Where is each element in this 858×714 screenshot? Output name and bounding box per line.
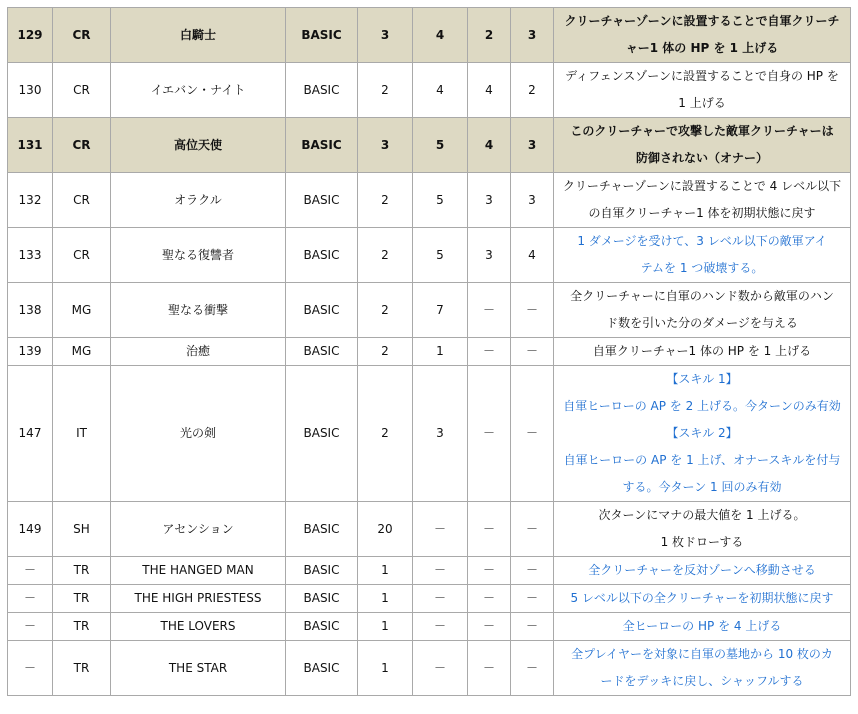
card-hp-cell: － [468,338,511,366]
card-effect-cell [554,641,851,696]
card-effect-cell [554,502,851,557]
card-effect-line: 5 レベル以下の全クリーチャーを初期状態に戻す [570,591,834,605]
table-row [8,613,851,641]
card-number-cell: 138 [8,283,53,338]
card-attack-cell: 3 [413,366,468,502]
card-cost-cell: 2 [358,63,413,118]
table-row [8,585,851,613]
card-effect-line: ド数を引いた分のダメージを与える [606,316,798,330]
table-row [8,8,851,63]
table-row [8,283,851,338]
card-effect-line: 次ターンにマナの最大値を 1 上げる。 [598,508,806,522]
table-row [8,502,851,557]
card-ap-cell: － [511,613,554,641]
card-attack-cell: 5 [413,118,468,173]
table-row [8,338,851,366]
card-set-cell: BASIC [286,8,358,63]
card-ap-cell: 3 [511,173,554,228]
card-effect-line: 全プレイヤーを対象に自軍の墓地から 10 枚のカ [571,647,833,661]
card-attack-cell: － [413,502,468,557]
card-type-cell: TR [53,641,111,696]
card-attack-cell: － [413,557,468,585]
card-set-cell: BASIC [286,641,358,696]
card-name-cell: THE HANGED MAN [111,557,286,585]
card-cost-cell: 2 [358,366,413,502]
card-hp-cell: 2 [468,8,511,63]
card-effect-line: の自軍クリーチャー1 体を初期状態に戻す [588,206,816,220]
card-type-cell: MG [53,283,111,338]
card-effect-cell [554,338,851,366]
card-cost-cell: 1 [358,585,413,613]
card-effect-cell [554,228,851,283]
card-effect-line: クリーチャーゾーンに設置することで 4 レベル以下 [562,179,842,193]
card-effect-line: ディフェンスゾーンに設置することで自身の HP を [565,69,839,83]
card-name-cell: THE HIGH PRIESTESS [111,585,286,613]
card-type-cell: TR [53,613,111,641]
card-number-cell: － [8,557,53,585]
card-set-cell: BASIC [286,228,358,283]
card-number-cell: 149 [8,502,53,557]
table-row [8,641,851,696]
card-effect-cell [554,366,851,502]
card-attack-cell: － [413,585,468,613]
card-type-cell: CR [53,8,111,63]
card-name-cell: THE LOVERS [111,613,286,641]
card-attack-cell: 4 [413,63,468,118]
card-hp-cell: － [468,613,511,641]
card-effect-line: 全クリーチャーに自軍のハンド数から敵軍のハン [570,289,834,303]
card-effect-line: クリーチャーゾーンに設置することで自軍クリーチ [564,14,840,28]
card-hp-cell: － [468,557,511,585]
card-ap-cell: － [511,641,554,696]
card-effect-cell [554,557,851,585]
card-cost-cell: 2 [358,338,413,366]
card-effect-cell [554,613,851,641]
card-name-cell: 治癒 [111,338,286,366]
card-number-cell: 129 [8,8,53,63]
card-effect-line: 全ヒーローの HP を 4 上げる [622,619,782,633]
card-cost-cell: 2 [358,173,413,228]
card-attack-cell: 7 [413,283,468,338]
card-type-cell: TR [53,557,111,585]
card-number-cell: 132 [8,173,53,228]
card-cost-cell: 20 [358,502,413,557]
card-ap-cell: 3 [511,118,554,173]
card-effect-line: ャー1 体の HP を 1 上げる [625,41,779,55]
card-hp-cell: 3 [468,228,511,283]
card-effect-line: 【スキル 1】 [666,372,738,386]
card-name-cell: オラクル [111,173,286,228]
card-ap-cell: － [511,585,554,613]
card-number-cell: － [8,641,53,696]
card-effect-line: する。今ターン 1 回のみ有効 [622,480,782,494]
table-row [8,63,851,118]
card-ap-cell: － [511,283,554,338]
card-ap-cell: 2 [511,63,554,118]
card-hp-cell: － [468,366,511,502]
card-effect-line: 1 上げる [678,96,726,110]
card-hp-cell: － [468,502,511,557]
card-hp-cell: － [468,283,511,338]
card-set-cell: BASIC [286,173,358,228]
table-row [8,228,851,283]
card-cost-cell: 1 [358,613,413,641]
card-effect-line: 自軍ヒーローの AP を 2 上げる。今ターンのみ有効 [563,399,841,413]
card-number-cell: 130 [8,63,53,118]
card-effect-line: 自軍ヒーローの AP を 1 上げ、オナースキルを付与 [563,453,841,467]
card-number-cell: 147 [8,366,53,502]
table-row [8,173,851,228]
card-type-cell: SH [53,502,111,557]
card-effect-line: 【スキル 2】 [666,426,738,440]
card-name-cell: 光の剣 [111,366,286,502]
card-name-cell: THE STAR [111,641,286,696]
card-ap-cell: 3 [511,8,554,63]
card-attack-cell: － [413,613,468,641]
card-name-cell: アセンション [111,502,286,557]
card-set-cell: BASIC [286,366,358,502]
card-type-cell: CR [53,63,111,118]
card-number-cell: 131 [8,118,53,173]
card-type-cell: TR [53,585,111,613]
card-attack-cell: 5 [413,173,468,228]
table-row [8,118,851,173]
card-attack-cell: 4 [413,8,468,63]
card-type-cell: MG [53,338,111,366]
table-row [8,557,851,585]
card-number-cell: － [8,613,53,641]
card-effect-line: 1 枚ドローする [660,535,744,549]
card-effect-cell [554,118,851,173]
card-type-cell: CR [53,228,111,283]
card-attack-cell: 5 [413,228,468,283]
card-number-cell: － [8,585,53,613]
card-effect-line: 自軍クリーチャー1 体の HP を 1 上げる [592,344,812,358]
card-type-cell: CR [53,173,111,228]
card-name-cell: 高位天使 [111,118,286,173]
card-effect-line: 全クリーチャーを反対ゾーンへ移動させる [588,563,816,577]
card-set-cell: BASIC [286,63,358,118]
card-effect-cell [554,173,851,228]
card-effect-cell [554,283,851,338]
card-cost-cell: 2 [358,283,413,338]
card-type-cell: IT [53,366,111,502]
card-cost-cell: 3 [358,8,413,63]
card-set-cell: BASIC [286,338,358,366]
card-ap-cell: 4 [511,228,554,283]
card-ap-cell: － [511,366,554,502]
card-set-cell: BASIC [286,613,358,641]
card-name-cell: 白騎士 [111,8,286,63]
card-set-cell: BASIC [286,502,358,557]
card-attack-cell: 1 [413,338,468,366]
card-set-cell: BASIC [286,118,358,173]
card-effect-cell [554,8,851,63]
card-set-cell: BASIC [286,283,358,338]
card-cost-cell: 1 [358,557,413,585]
card-hp-cell: － [468,641,511,696]
card-hp-cell: 4 [468,63,511,118]
card-set-cell: BASIC [286,585,358,613]
card-effect-line: 1 ダメージを受けて、3 レベル以下の敵軍アイ [577,234,827,248]
card-type-cell: CR [53,118,111,173]
card-effect-cell [554,585,851,613]
card-effect-cell [554,63,851,118]
card-effect-line: このクリーチャーで攻撃した敵軍クリーチャーは [570,124,834,138]
table-row [8,366,851,502]
card-table [7,7,851,696]
card-number-cell: 133 [8,228,53,283]
card-ap-cell: － [511,557,554,585]
card-hp-cell: 4 [468,118,511,173]
table-body [8,8,851,696]
card-effect-line: ードをデッキに戻し、シャッフルする [600,674,804,688]
card-ap-cell: － [511,502,554,557]
card-cost-cell: 2 [358,228,413,283]
card-name-cell: 聖なる復讐者 [111,228,286,283]
card-name-cell: イエバン・ナイト [111,63,286,118]
card-ap-cell: － [511,338,554,366]
card-effect-line: テムを 1 つ破壊する。 [640,261,764,275]
card-cost-cell: 1 [358,641,413,696]
card-name-cell: 聖なる衝撃 [111,283,286,338]
card-hp-cell: 3 [468,173,511,228]
card-set-cell: BASIC [286,557,358,585]
card-attack-cell: － [413,641,468,696]
card-cost-cell: 3 [358,118,413,173]
card-effect-line: 防御されない（オナー） [635,151,768,165]
card-hp-cell: － [468,585,511,613]
card-number-cell: 139 [8,338,53,366]
